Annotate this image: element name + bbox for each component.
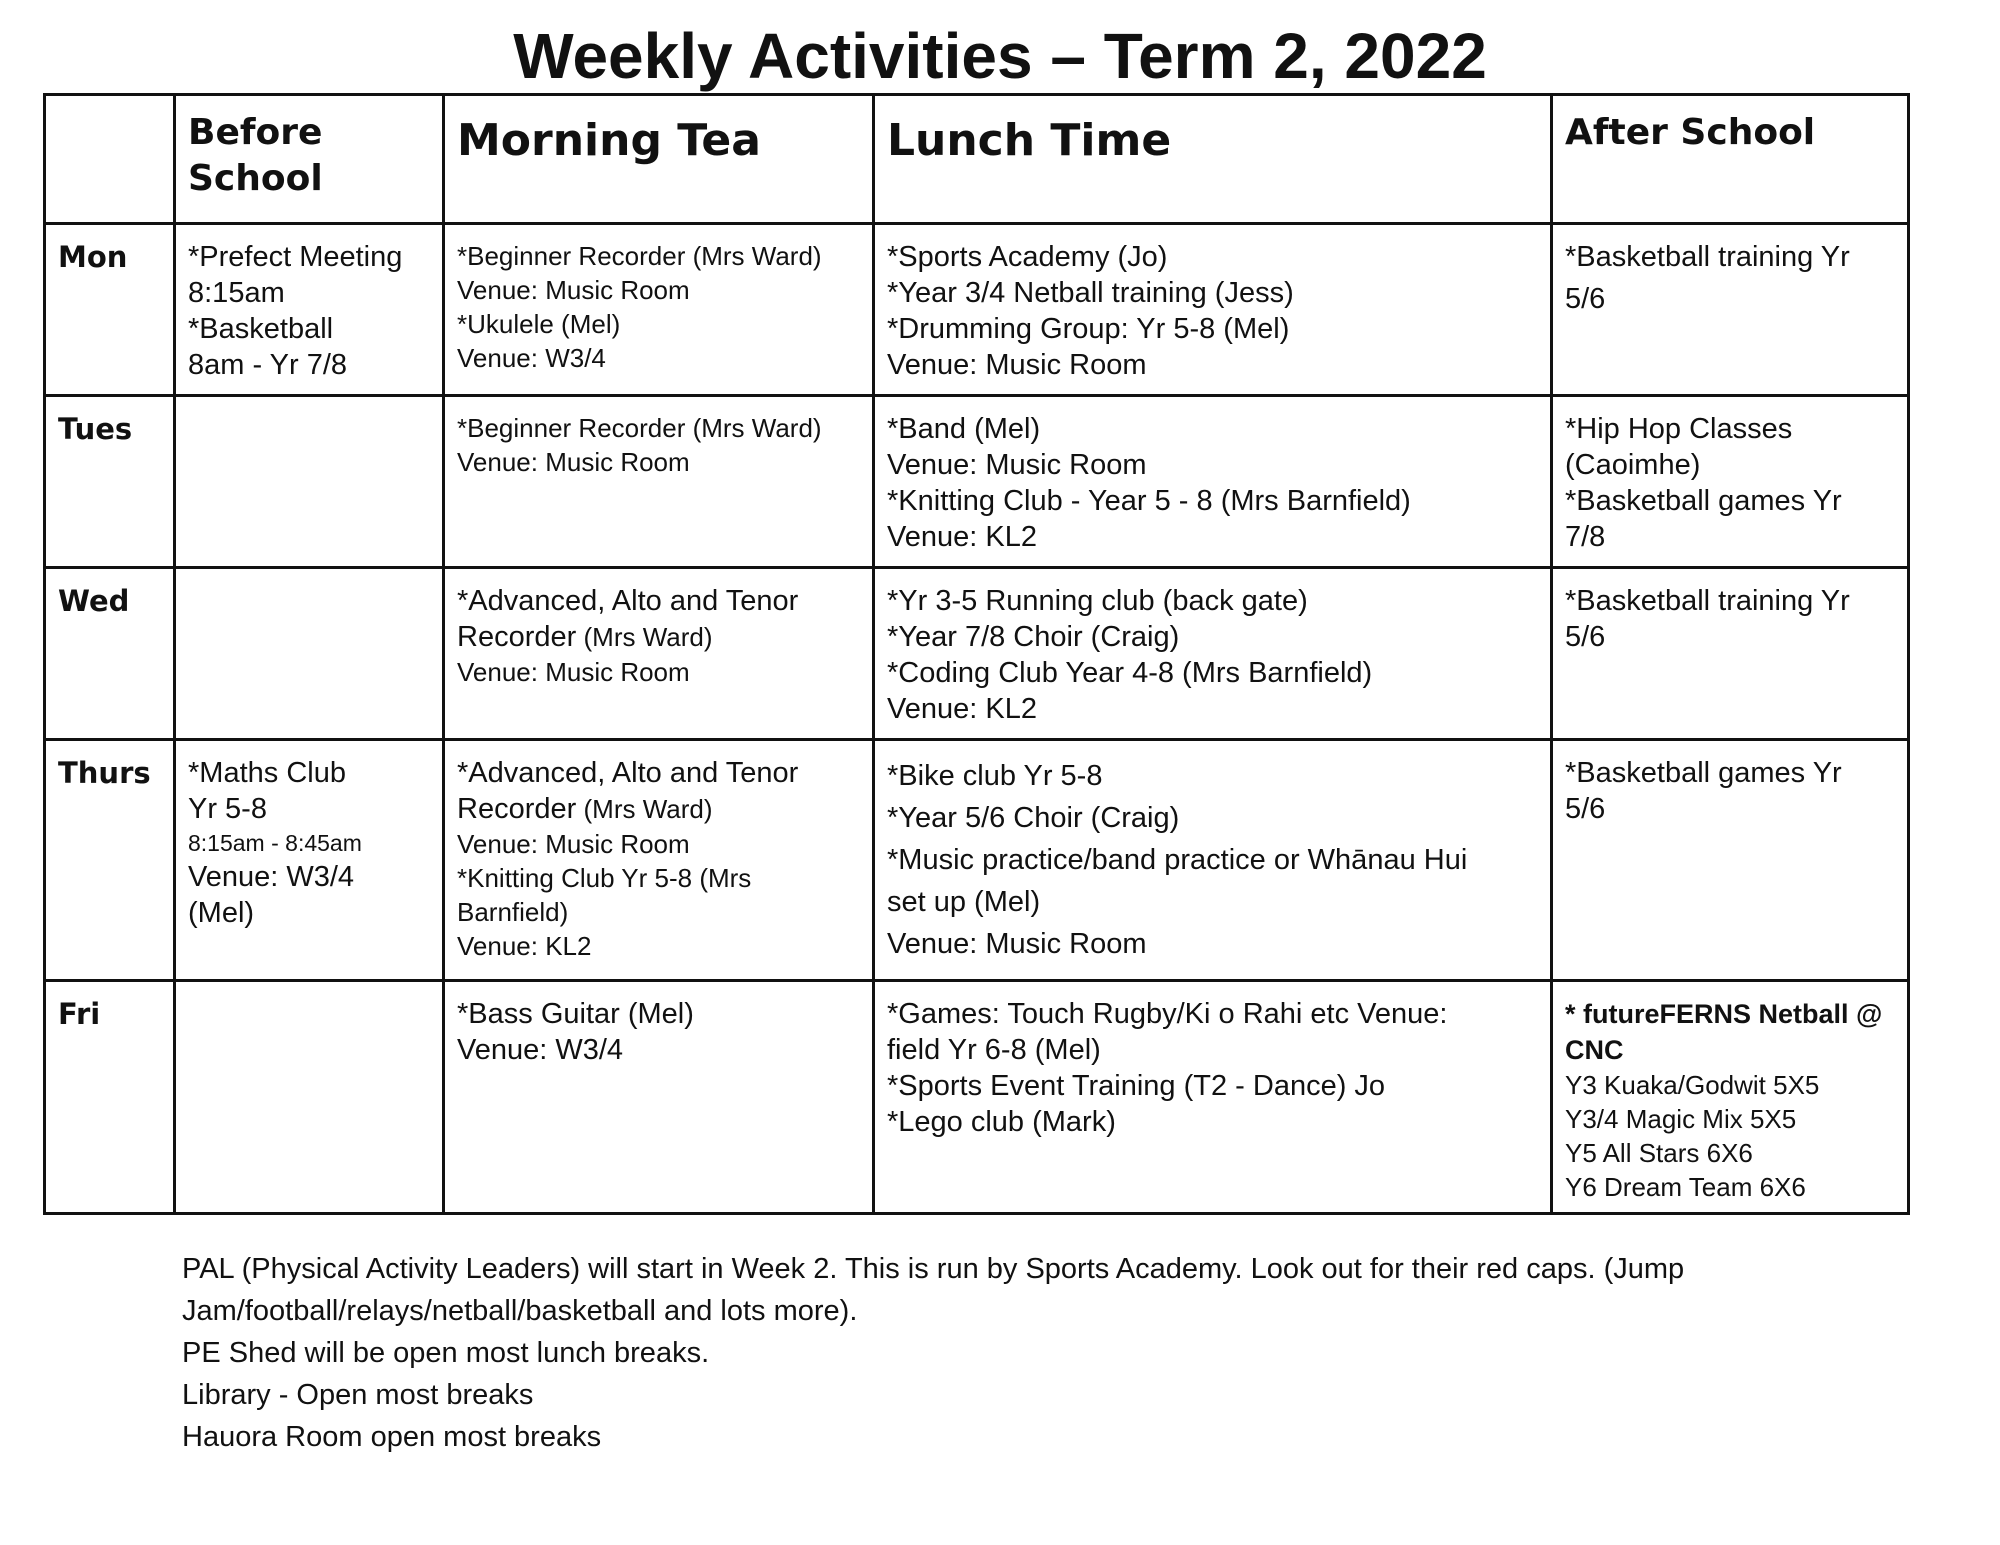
corner-cell [45, 95, 175, 224]
activity-line: Venue: KL2 [457, 931, 592, 961]
day-cell: Mon [45, 224, 175, 396]
note-line: Library - Open most breaks [182, 1379, 534, 1411]
activity-line: Venue: KL2 [887, 693, 1037, 725]
activity-line: *Games: Touch Rugby/Ki o Rahi etc Venue: [887, 998, 1448, 1030]
activity-line [457, 619, 860, 655]
activity-line: Venue: Music Room [457, 829, 690, 859]
activity-line-part: Recorder [457, 621, 577, 653]
activity-line: Y5 All Stars 6X6 [1565, 1138, 1753, 1168]
activity-line: Venue: Music Room [457, 657, 690, 687]
activity-line: *Knitting Club Yr 5-8 (Mrs [457, 863, 752, 893]
activity-line: (Mel) [188, 897, 255, 929]
activity-line: *Drumming Group: Yr 5-8 (Mel) [887, 313, 1290, 345]
table-row [45, 981, 1909, 1214]
activity-line: *Sports Event Training (T2 - Dance) Jo [887, 1070, 1386, 1102]
activity-line: *Year 3/4 Netball training (Jess) [887, 277, 1294, 309]
table-row [45, 740, 1909, 981]
activity-line: (Caoimhe) [1565, 449, 1701, 481]
activity-line: Venue: W3/4 [188, 861, 355, 893]
morning-tea-cell [444, 740, 874, 981]
before-school-cell [175, 396, 444, 568]
after-school-cell [1552, 568, 1909, 740]
activity-line: *Band (Mel) [887, 413, 1041, 445]
activity-line: *Sports Academy (Jo) [887, 241, 1168, 273]
note-line: PE Shed will be open most lunch breaks. [182, 1337, 710, 1369]
activity-line: *Year 5/6 Choir (Craig) [887, 802, 1180, 834]
weekly-activities-table [43, 93, 1910, 1215]
note-line: Hauora Room open most breaks [182, 1421, 602, 1453]
activity-line: Venue: W3/4 [457, 1034, 624, 1066]
activity-line: Venue: Music Room [457, 275, 690, 305]
activity-line: Venue: Music Room [887, 449, 1147, 481]
activity-line: *Beginner Recorder (Mrs Ward) [457, 413, 822, 443]
activity-line: * futureFERNS Netball @ [1565, 999, 1883, 1029]
table-row [45, 224, 1909, 396]
lunch-time-cell [874, 981, 1552, 1214]
before-school-cell [175, 224, 444, 396]
morning-tea-cell [444, 981, 874, 1214]
activity-line: field Yr 6-8 (Mel) [887, 1034, 1101, 1066]
before-school-cell [175, 981, 444, 1214]
activity-line: Venue: Music Room [457, 447, 690, 477]
activity-line: *Music practice/band practice or Whānau Hui [887, 844, 1468, 876]
activity-line: CNC [1565, 1035, 1624, 1065]
before-school-cell [175, 740, 444, 981]
activity-line: *Basketball games Yr [1565, 485, 1842, 517]
activity-line: *Hip Hop Classes [1565, 413, 1793, 445]
activity-line: Venue: KL2 [887, 521, 1037, 553]
day-cell: Fri [45, 981, 175, 1214]
day-cell: Thurs [45, 740, 175, 981]
activity-line: *Basketball games Yr [1565, 757, 1842, 789]
after-school-cell [1552, 740, 1909, 981]
activity-line: *Knitting Club - Year 5 - 8 (Mrs Barnfield) [887, 485, 1411, 517]
header-morning-tea: Morning Tea [444, 95, 874, 224]
morning-tea-cell [444, 568, 874, 740]
activity-line: 7/8 [1565, 521, 1606, 553]
activity-line: *Bass Guitar (Mel) [457, 998, 694, 1030]
note-line: Jam/football/relays/netball/basketball and lots more). [182, 1295, 858, 1327]
activity-line: *Coding Club Year 4-8 (Mrs Barnfield) [887, 657, 1373, 689]
activity-line: *Prefect Meeting [188, 241, 403, 273]
activity-line: 8:15am - 8:45am [188, 830, 362, 856]
page-title: Weekly Activities – Term 2, 2022 [513, 20, 1487, 92]
after-school-cell [1552, 396, 1909, 568]
header-row [45, 95, 1909, 224]
activity-line: *Basketball [188, 313, 334, 345]
activity-line-part: (Mrs Ward) [576, 622, 713, 652]
notes-section [182, 1248, 1882, 1458]
header-before-school-line-2: School [188, 158, 323, 199]
activity-line: *Yr 3-5 Running club (back gate) [887, 585, 1308, 617]
header-before-school [175, 95, 444, 224]
activity-line: 8am - Yr 7/8 [188, 349, 348, 381]
activity-line: Venue: W3/4 [457, 343, 606, 373]
activity-line: *Bike club Yr 5-8 [887, 760, 1103, 792]
activity-line: Y3 Kuaka/Godwit 5X5 [1565, 1070, 1820, 1100]
activity-line [457, 791, 860, 827]
activity-line: *Basketball training Yr [1565, 241, 1850, 273]
activity-line-part: Recorder [457, 793, 577, 825]
activity-line: Barnfield) [457, 897, 569, 927]
lunch-time-cell [874, 740, 1552, 981]
activity-line: *Beginner Recorder (Mrs Ward) [457, 241, 822, 271]
activity-line: Venue: Music Room [887, 928, 1147, 960]
lunch-time-cell [874, 224, 1552, 396]
activity-line: *Maths Club [188, 757, 346, 789]
table-row [45, 568, 1909, 740]
day-cell: Tues [45, 396, 175, 568]
header-lunch-time: Lunch Time [874, 95, 1552, 224]
activity-line: Y3/4 Magic Mix 5X5 [1565, 1104, 1797, 1134]
activity-line: 8:15am [188, 277, 285, 309]
activity-line: *Year 7/8 Choir (Craig) [887, 621, 1180, 653]
activity-line: 5/6 [1565, 621, 1606, 653]
before-school-cell [175, 568, 444, 740]
activity-line: set up (Mel) [887, 886, 1041, 918]
morning-tea-cell [444, 224, 874, 396]
activity-line: Venue: Music Room [887, 349, 1147, 381]
after-school-cell [1552, 981, 1909, 1214]
header-after-school: After School [1552, 95, 1909, 224]
activity-line: *Advanced, Alto and Tenor [457, 585, 799, 617]
activity-line: *Basketball training Yr [1565, 585, 1850, 617]
activity-line: *Lego club (Mark) [887, 1106, 1116, 1138]
header-before-school-line-1: Before [188, 112, 323, 153]
activity-line: Yr 5-8 [188, 793, 267, 825]
after-school-cell [1552, 224, 1909, 396]
activity-line: *Ukulele (Mel) [457, 309, 621, 339]
activity-line: Y6 Dream Team 6X6 [1565, 1172, 1806, 1202]
table-row [45, 396, 1909, 568]
note-line: PAL (Physical Activity Leaders) will start in Week 2. This is run by Sports Academy. Look out for their red caps. (Jump [182, 1253, 1685, 1285]
morning-tea-cell [444, 396, 874, 568]
activity-line: 5/6 [1565, 793, 1606, 825]
activity-line: *Advanced, Alto and Tenor [457, 757, 799, 789]
lunch-time-cell [874, 568, 1552, 740]
lunch-time-cell [874, 396, 1552, 568]
day-cell: Wed [45, 568, 175, 740]
activity-line-part: (Mrs Ward) [576, 794, 713, 824]
activity-line: 5/6 [1565, 283, 1606, 315]
